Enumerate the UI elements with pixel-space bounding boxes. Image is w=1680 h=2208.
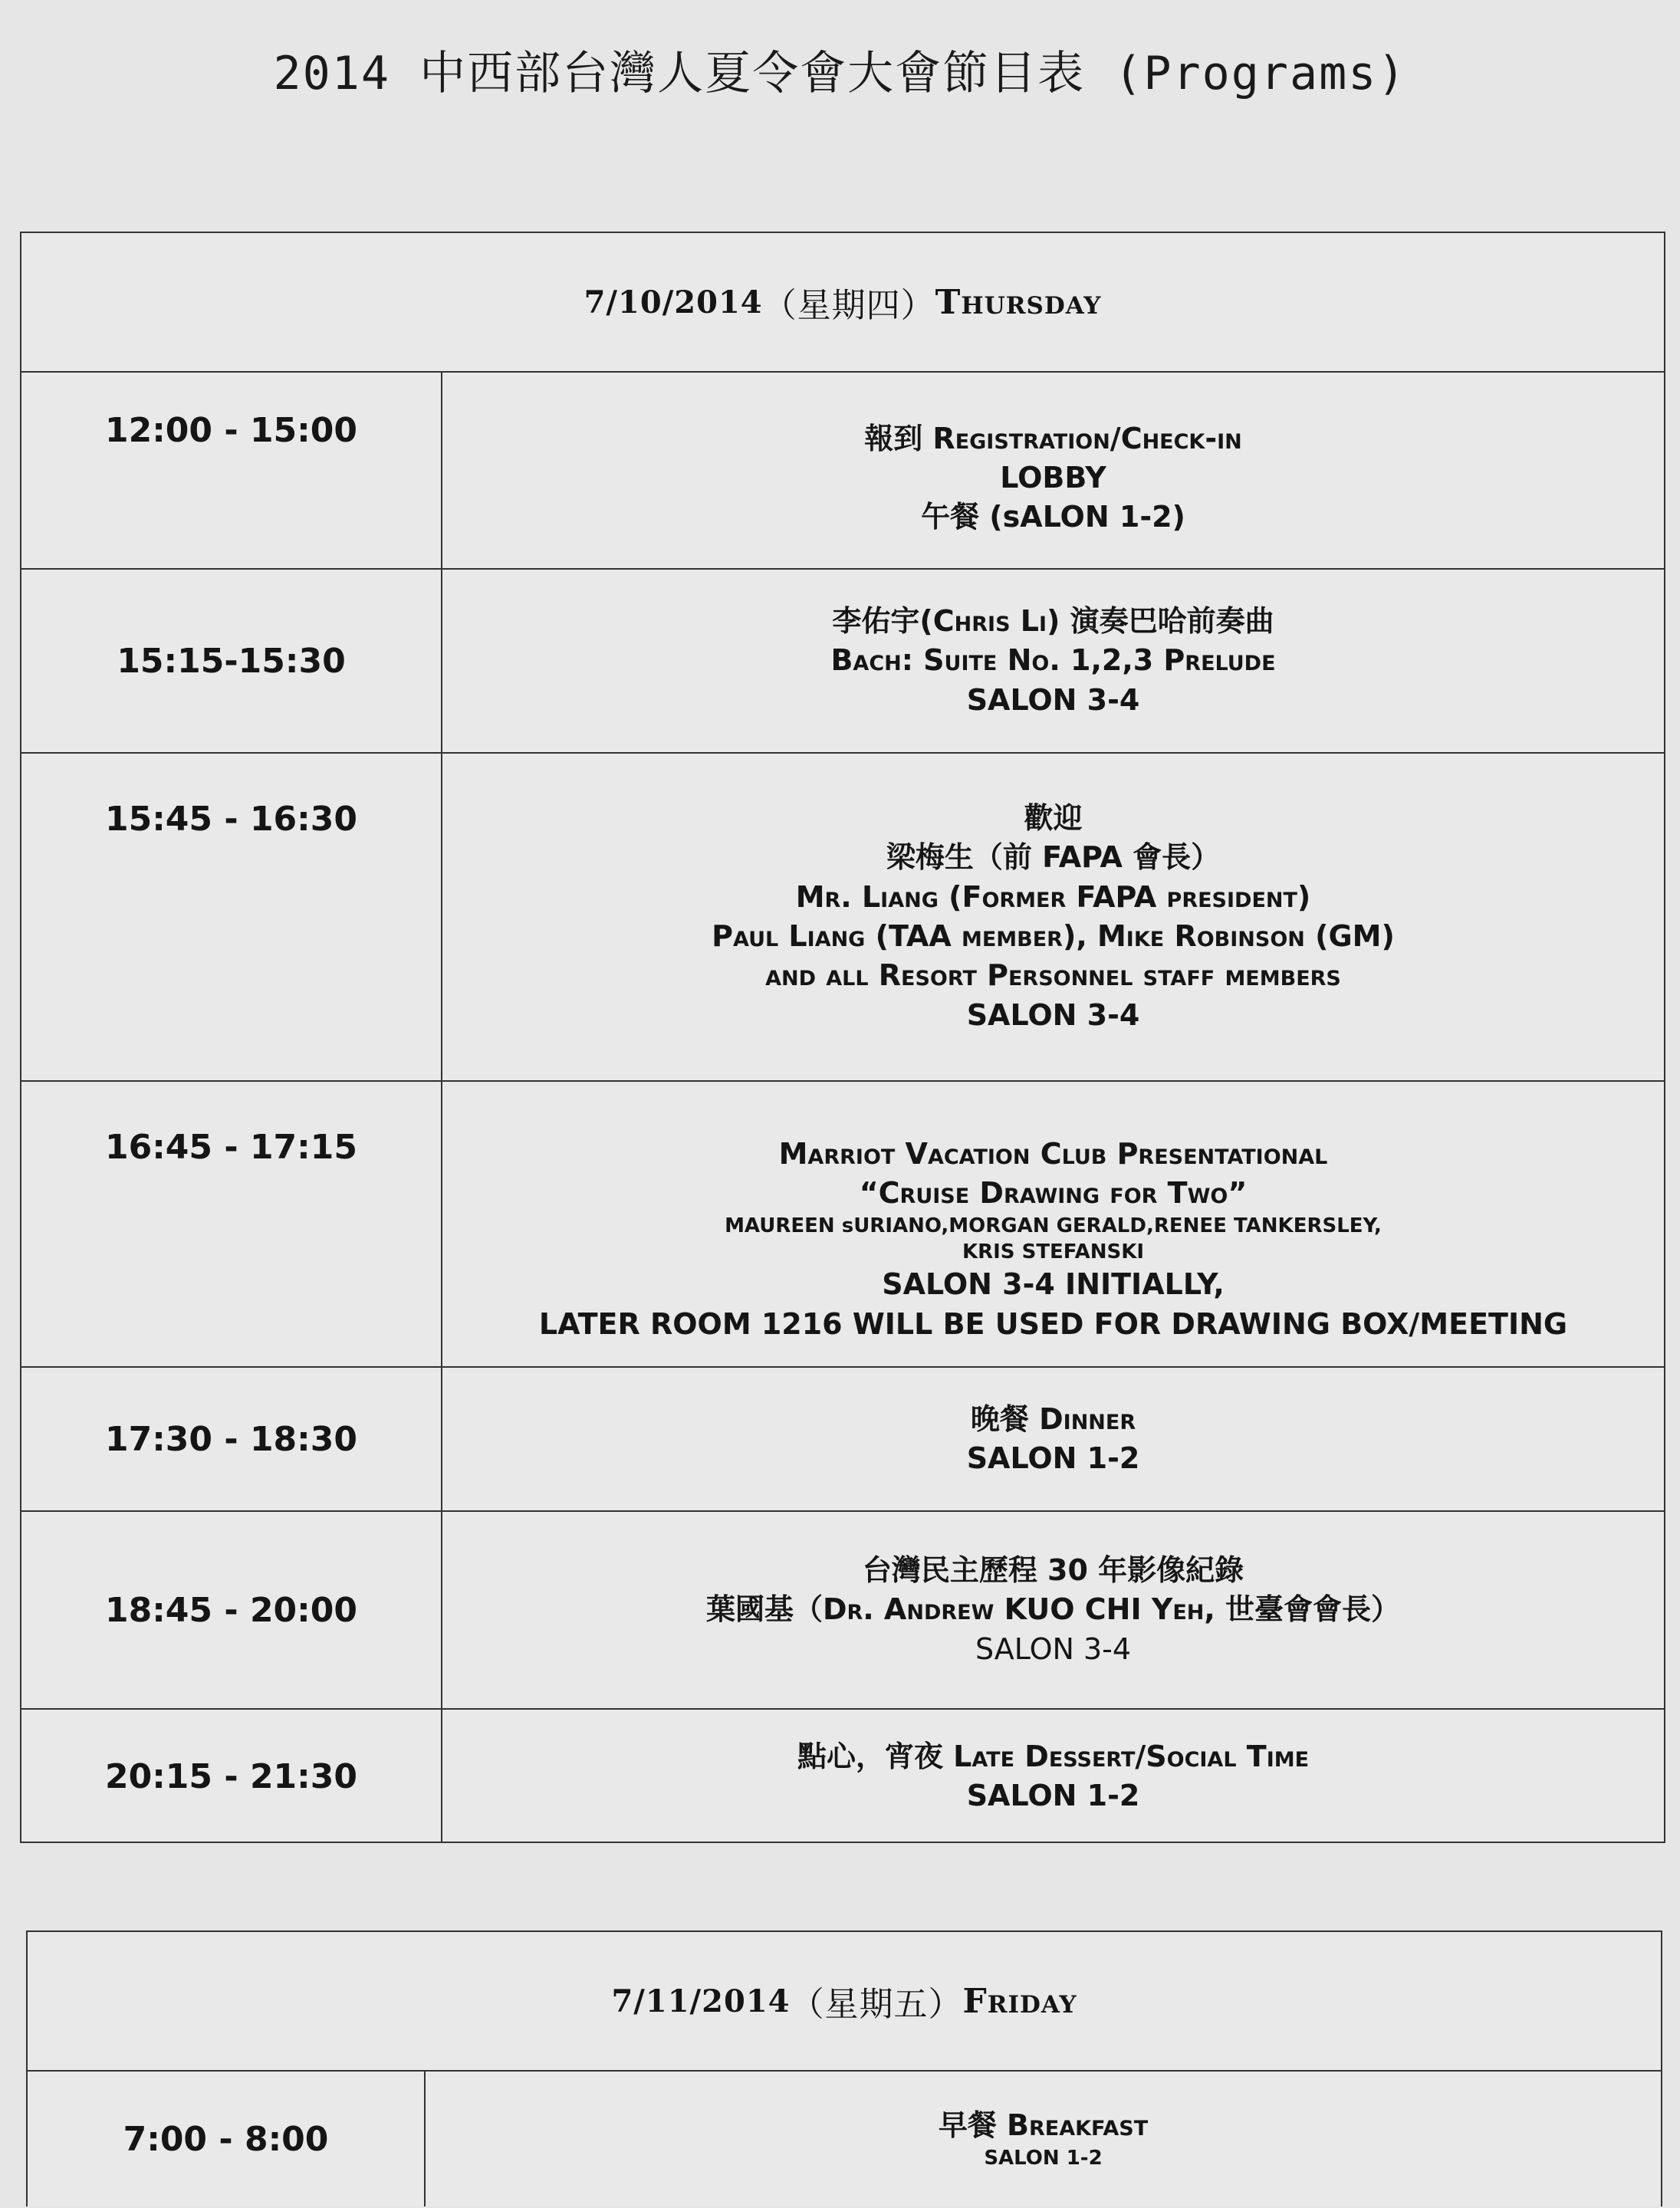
- event-line: 梁梅生（前 FAPA 會長）: [886, 840, 1221, 875]
- event-line: 報到 Registration/Check-in: [864, 421, 1242, 455]
- event-line: SALON 3-4 INITIALLY,: [882, 1267, 1225, 1302]
- event-line: “Cruise Drawing for Two”: [859, 1176, 1248, 1211]
- page-title: 2014 中西部台灣人夏令會大會節目表 (Programs): [273, 47, 1407, 100]
- event-cell: [442, 570, 1664, 752]
- time-cell: 15:15-15:30: [21, 570, 442, 752]
- event-line: SALON 3-4: [966, 997, 1140, 1032]
- event-line: 早餐 Breakfast: [938, 2108, 1149, 2143]
- event-line: SALON 1-2: [984, 2146, 1103, 2170]
- time-cell: 20:15 - 21:30: [21, 1710, 442, 1843]
- event-line: Marriot Vacation Club Presentational: [778, 1137, 1328, 1171]
- event-line: MAUREEN sURIANO,MORGAN GERALD,RENEE TANKERSLEY,: [725, 1214, 1382, 1237]
- day-weekday-zh: （星期五）: [790, 1985, 963, 2024]
- day-weekday-en: Thursday: [935, 282, 1102, 322]
- table-row: [21, 754, 1664, 1082]
- event-line: LOBBY: [1000, 460, 1106, 495]
- event-cell: [442, 1512, 1664, 1708]
- table-row: [21, 1710, 1664, 1843]
- event-cell: [426, 2072, 1661, 2206]
- event-line: Mr. Liang (Former FAPA president): [795, 879, 1311, 914]
- event-line: SALON 1-2: [966, 1441, 1140, 1475]
- event-cell: [442, 373, 1664, 568]
- day-weekday-en: Friday: [962, 1981, 1077, 2021]
- time-cell: 7:00 - 8:00: [28, 2072, 426, 2206]
- event-line: Paul Liang (TAA member), Mike Robinson (GM): [712, 919, 1395, 953]
- time-cell: 16:45 - 17:15: [21, 1082, 442, 1366]
- event-cell: [442, 1710, 1664, 1843]
- day-date: 7/10/2014: [584, 284, 763, 320]
- table-row: [21, 570, 1664, 754]
- event-line: 台灣民主歷程 30 年影像紀錄: [862, 1553, 1244, 1588]
- table-row: [21, 373, 1664, 570]
- time-cell: 17:30 - 18:30: [21, 1368, 442, 1510]
- day-header: [21, 233, 1664, 373]
- time-cell: 12:00 - 15:00: [21, 373, 442, 568]
- schedule-table-day-2: [26, 1930, 1662, 2206]
- event-line: 歡迎: [1024, 801, 1083, 836]
- event-line: LATER ROOM 1216 WILL BE USED FOR DRAWING BOX/MEETING: [538, 1306, 1568, 1341]
- event-line: 李佑宇(Chris Li) 演奏巴哈前奏曲: [832, 604, 1274, 639]
- event-cell: [442, 1368, 1664, 1510]
- schedule-table-day-1: [20, 232, 1665, 1843]
- event-line: SALON 1-2: [966, 1779, 1140, 1812]
- table-row: [21, 1082, 1664, 1368]
- event-cell: [442, 754, 1664, 1080]
- event-line: and all Resort Personnel staff members: [765, 958, 1341, 993]
- event-cell: [442, 1082, 1664, 1366]
- event-line: 午餐 (sALON 1-2): [921, 500, 1185, 534]
- event-line: KRIS STEFANSKI: [962, 1240, 1145, 1263]
- day-weekday-zh: （星期四）: [762, 286, 935, 325]
- table-row: [28, 2072, 1661, 2206]
- event-line: 葉國基（Dr. Andrew KUO CHI Yeh, 世臺會會長）: [705, 1592, 1401, 1627]
- event-line: 點心，宵夜 Late Dessert/Social Time: [797, 1739, 1310, 1773]
- table-row: [21, 1512, 1664, 1710]
- table-row: [21, 1368, 1664, 1512]
- event-line: 晚餐 Dinner: [970, 1401, 1136, 1436]
- day-header: [28, 1932, 1661, 2072]
- time-cell: 18:45 - 20:00: [21, 1512, 442, 1708]
- event-line: SALON 3-4: [975, 1631, 1132, 1666]
- event-line: Bach: Suite No. 1,2,3 Prelude: [830, 643, 1276, 678]
- event-line: SALON 3-4: [966, 682, 1140, 717]
- day-date: 7/11/2014: [611, 1983, 791, 2019]
- time-cell: 15:45 - 16:30: [21, 754, 442, 1080]
